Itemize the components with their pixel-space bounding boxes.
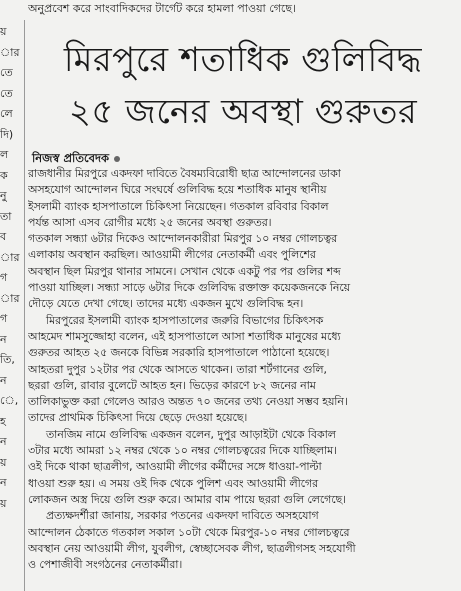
article-line: পর্যন্ত আসা এসব রোগীর মধ্যে ২৫ জনের অবস্থা গুরুতর। — [28, 215, 272, 229]
article-line: তালিকাভুক্ত করা গেলেও আরও অন্তত ৭০ জনের তথ্য নেওয়া সম্ভব হয়নি। — [28, 395, 348, 409]
adjacent-fragment: য় — [0, 455, 7, 469]
adjacent-fragment: ব — [0, 230, 7, 243]
adjacent-column-fragments — [0, 22, 22, 582]
article-body — [28, 166, 458, 573]
adjacent-fragment: ে, — [0, 394, 19, 407]
adjacent-fragment: ার — [0, 291, 20, 305]
byline-text: নিজস্ব প্রতিবেদক — [32, 151, 110, 165]
adjacent-fragment: ার — [0, 250, 20, 264]
adjacent-fragment: তে — [0, 86, 13, 100]
article-line: গুরুতর আহত ২৫ জনকে বিভিন্ন সরকারি হাসপাতালে পাঠানো হয়েছে। — [28, 346, 330, 360]
article-line: গতকাল সন্ধ্যা ৬টার দিকেও আন্দোলনকারীরা মিরপুর ১০ নম্বর গোলচত্বর — [28, 232, 338, 246]
adjacent-fragment: তি, — [0, 353, 15, 366]
article-line: ধাওয়া শুরু হয়। এ সময় ওই দিক থেকে পুলিশ এবং আওয়ামী লীগের — [28, 476, 319, 490]
article-paragraph — [28, 313, 458, 427]
article-line: ওই দিকে থাকা ছাত্রলীগ, আওয়ামী লীগের কর্মীদের সঙ্গে ধাওয়া-পাল্টা — [28, 460, 322, 474]
article-line: রাজধানীর মিরপুরে একদফা দাবিতে বৈষম্যবিরোধী ছাত্র আন্দোলনের ডাকা — [28, 167, 341, 180]
article-line: এলাকায় অবস্থান করছিল। আওয়ামী লীগের নেতাকর্মী এবং পুলিশের — [28, 248, 316, 262]
adjacent-fragment: ন — [0, 435, 7, 448]
bullet-dot-icon — [114, 156, 120, 162]
article-line: আন্দোলন ঠেকাতে গতকাল সকাল ১০টা থেকে মিরপুর-১০ নম্বর গোলচত্বরে — [28, 525, 350, 539]
article-line: অবস্থান ছিল মিরপুর থানার সামনে। সেখান থেকে একটু পর পর গুলির শব্দ — [28, 264, 341, 278]
adjacent-fragment: ন — [0, 476, 7, 489]
article-line: মিরপুরের ইসলামী ব্যাংক হাসপাতালের জরুরি বিভাগের চিকিৎসক — [46, 313, 324, 327]
article-line: লোকজন অস্ত্র দিয়ে গুলি শুরু করে। আমার বাম পায়ে ছররা গুলি লেগেছে। — [28, 492, 346, 506]
adjacent-fragment: দি) — [0, 127, 14, 141]
adjacent-fragment: গ — [0, 312, 8, 325]
adjacent-fragment: গ — [0, 271, 8, 284]
adjacent-fragment: ল — [0, 148, 9, 161]
adjacent-fragment: ার — [0, 45, 20, 59]
adjacent-fragment: লে — [0, 107, 13, 120]
article-line: অবস্থান নেয় আওয়ামী লীগ, যুবলীগ, স্বেচ্ছাসেবক লীগ, ছাত্রলীগসহ সহযোগী — [28, 541, 356, 555]
article-line: ইসলামী ব্যাংক হাসপাতালে চিকিৎসা নিয়েছেন। গতকাল রবিবার বিকাল — [28, 199, 329, 213]
adjacent-fragment: নু — [0, 189, 7, 202]
article-line: তানজিম নামে গুলিবিদ্ধ একজন বলেন, দুপুর আড়াইটা থেকে বিকাল — [46, 427, 336, 441]
article-line: প্রত্যক্ষদর্শীরা জানায়, সরকার পতনের একদফা দাবিতে অসহযোগ — [46, 509, 319, 523]
column-divider — [24, 20, 25, 591]
article-paragraph — [28, 427, 458, 508]
adjacent-fragment: ক — [0, 168, 8, 182]
headline — [28, 34, 458, 138]
article-line: ও পেশাজীবী সংগঠনের নেতাকর্মীরা। — [28, 558, 183, 572]
adjacent-fragment: তে — [0, 66, 13, 79]
article-line: আহমেদ শামসুজ্জোহা বলেন, এই হাসপাতালে আসা শতাধিক মানুষের মধ্যে — [28, 329, 341, 343]
article-line: তাদের প্রাথমিক চিকিৎসা দিয়ে ছেড়ে দেওয়া হয়েছে। — [28, 411, 248, 425]
adjacent-fragment: ন — [0, 332, 7, 346]
headline-line-1: মিরপুরে শতাধিক গুলিবিদ্ধ — [63, 40, 423, 80]
adjacent-fragment: হ — [0, 414, 6, 428]
article-paragraph — [28, 508, 458, 573]
previous-article-tail: অনুপ্রবেশ করে সাংবাদিকদের টার্গেট করে হামলা পাওয়া গেছে। — [28, 2, 296, 15]
article-line: পাওয়া যাচ্ছিল। সন্ধ্যা সাড়ে ৬টার দিকে গুলিবিদ্ধ রক্তাক্ত কয়েকজনকে নিয়ে — [28, 281, 351, 295]
adjacent-fragment: ন — [0, 373, 7, 387]
headline-line-2: ২৫ জনের অবস্থা গুরুতর — [68, 92, 418, 132]
article-line: অসহযোগ আন্দোলন ঘিরে সংঘর্ষে গুলিবিদ্ধ হয়ে শতাধিক মানুষ স্থানীয় — [28, 183, 327, 197]
adjacent-fragment: য় — [0, 25, 7, 38]
article-line: ছররা গুলি, রাবার বুলেটে আহত হন। ভিড়ের কারণে ৮২ জনের নাম — [28, 378, 316, 392]
article-line: দৌড়ে যেতে দেখা গেছে। তাদের মধ্যে একজন মুখে গুলিবিদ্ধ হন। — [28, 297, 304, 311]
adjacent-fragment: তা — [0, 209, 12, 223]
article-paragraph — [28, 166, 458, 313]
adjacent-fragment: য় — [0, 496, 7, 510]
article-line: ৩টার মধ্যে আমরা ১২ নম্বর থেকে ১০ নম্বর গোলচত্বরের দিকে যাচ্ছিলাম। — [28, 444, 337, 458]
article-line: আহতরা দুপুর ১২টার পর থেকে আসতে থাকেন। তারা শর্টগানের গুলি, — [28, 362, 327, 376]
